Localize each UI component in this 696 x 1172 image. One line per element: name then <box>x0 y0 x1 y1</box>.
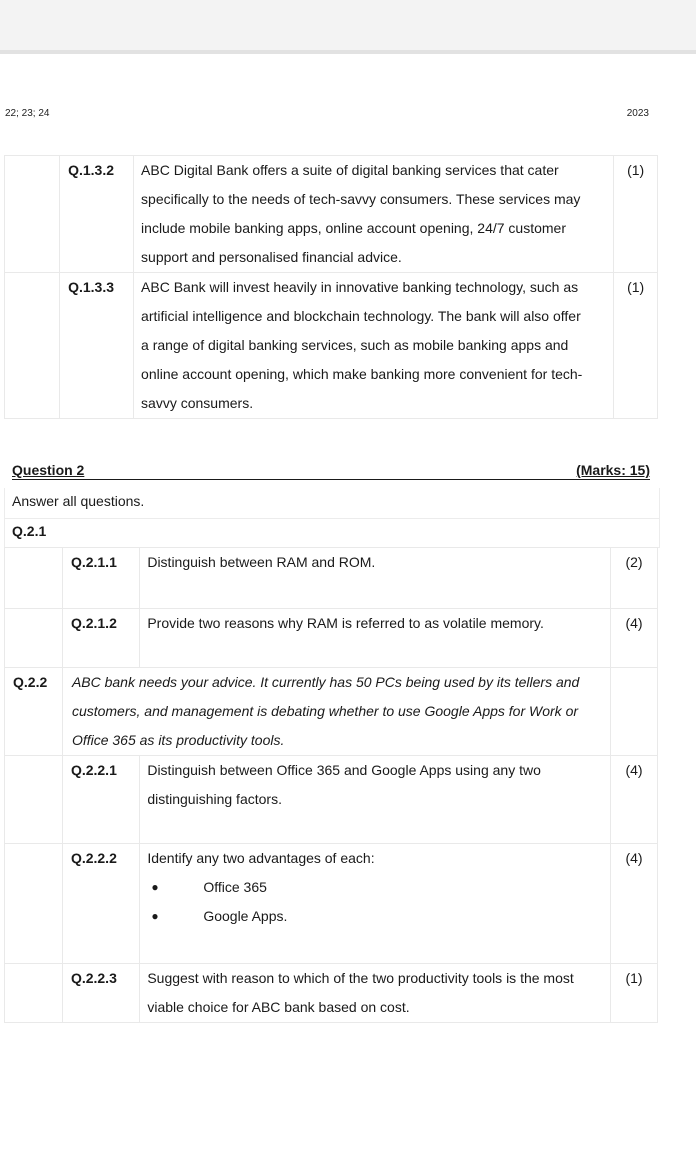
question-marks: (1) <box>611 964 658 1023</box>
question-total-marks: (Marks: 15) <box>576 462 650 478</box>
text-line: Identify any two advantages of each: <box>147 850 375 866</box>
question-row-q211 <box>5 548 658 609</box>
text-line: ABC Bank will invest heavily in innovative banking technology, such as <box>141 279 579 295</box>
bullet-icon: ● <box>151 880 159 894</box>
question-marks: (1) <box>614 273 658 419</box>
section-1-table <box>4 155 658 419</box>
text-line: Suggest with reason to which of the two productivity tools is the most <box>147 970 574 986</box>
question-number: Q.2.2.3 <box>62 964 139 1023</box>
text-line: Distinguish between Office 365 and Google Apps using any two <box>147 762 541 778</box>
question-number-q21: Q.2.1 <box>12 523 47 539</box>
question-marks: (1) <box>614 156 658 273</box>
question-text <box>140 964 611 1023</box>
question-row-q212 <box>5 609 658 668</box>
q21-row <box>4 518 660 548</box>
empty-cell <box>5 548 63 609</box>
question-number: Q.1.3.3 <box>60 273 134 419</box>
page-header-left: 22; 23; 24 <box>5 108 50 119</box>
question-marks: (4) <box>611 609 658 668</box>
question-text <box>134 156 614 273</box>
question-row-q221 <box>5 756 658 844</box>
text-line: savvy consumers. <box>141 395 254 411</box>
bullet-item <box>147 873 602 902</box>
browser-top-bar <box>0 0 696 54</box>
text-line: include mobile banking apps, online account opening, 24/7 customer <box>141 220 566 236</box>
question-marks: (4) <box>611 844 658 964</box>
text-line: support and personalised financial advice. <box>141 249 402 265</box>
empty-cell <box>611 668 658 756</box>
question-number: Q.2.2.2 <box>62 844 139 964</box>
text-line: Office 365 as its productivity tools. <box>71 732 285 748</box>
question-2-heading <box>12 462 650 480</box>
text-line: a range of digital banking services, such as mobile banking apps and <box>141 337 569 353</box>
question-row-q22 <box>5 668 658 756</box>
question-text <box>140 844 611 964</box>
text-line: distinguishing factors. <box>147 791 282 807</box>
text-line: specifically to the needs of tech-savvy consumers. These services may <box>141 191 581 207</box>
question-text <box>134 273 614 419</box>
bullet-icon: ● <box>151 909 159 923</box>
empty-cell <box>5 964 63 1023</box>
instruction-text: Answer all questions. <box>12 493 145 509</box>
empty-cell <box>5 273 60 419</box>
empty-cell <box>5 609 63 668</box>
text-line: ABC bank needs your advice. It currently has 50 PCs being used by its tellers and <box>71 674 580 690</box>
question-number: Q.2.1.1 <box>62 548 139 609</box>
text-line: customers, and management is debating whether to use Google Apps for Work or <box>71 703 579 719</box>
question-text: Provide two reasons why RAM is referred to as volatile memory. <box>140 609 611 668</box>
text-line: ABC Digital Bank offers a suite of digital banking services that cater <box>141 162 559 178</box>
question-marks: (2) <box>611 548 658 609</box>
empty-cell <box>5 156 60 273</box>
question-number: Q.2.2 <box>5 668 63 756</box>
instruction-row <box>4 488 660 519</box>
section-2-table <box>4 547 658 1023</box>
question-row-q222 <box>5 844 658 964</box>
bullet-text: Google Apps. <box>203 908 288 924</box>
bullet-text: Office 365 <box>203 879 267 895</box>
question-number: Q.2.1.2 <box>62 609 139 668</box>
question-text: Distinguish between RAM and ROM. <box>140 548 611 609</box>
question-row-q133 <box>5 273 658 419</box>
question-text <box>140 756 611 844</box>
bullet-item <box>147 902 602 931</box>
page-header-year: 2023 <box>626 108 649 119</box>
empty-cell <box>5 844 63 964</box>
text-line: viable choice for ABC bank based on cost. <box>147 999 410 1015</box>
question-row-q132 <box>5 156 658 273</box>
empty-cell <box>5 756 63 844</box>
question-scenario <box>62 668 610 756</box>
text-line: artificial intelligence and blockchain technology. The bank will also offer <box>141 308 581 324</box>
question-marks: (4) <box>611 756 658 844</box>
text-line: online account opening, which make banking more convenient for tech- <box>141 366 583 382</box>
question-title: Question 2 <box>12 462 85 478</box>
question-row-q223 <box>5 964 658 1023</box>
question-number: Q.1.3.2 <box>60 156 134 273</box>
question-number: Q.2.2.1 <box>62 756 139 844</box>
